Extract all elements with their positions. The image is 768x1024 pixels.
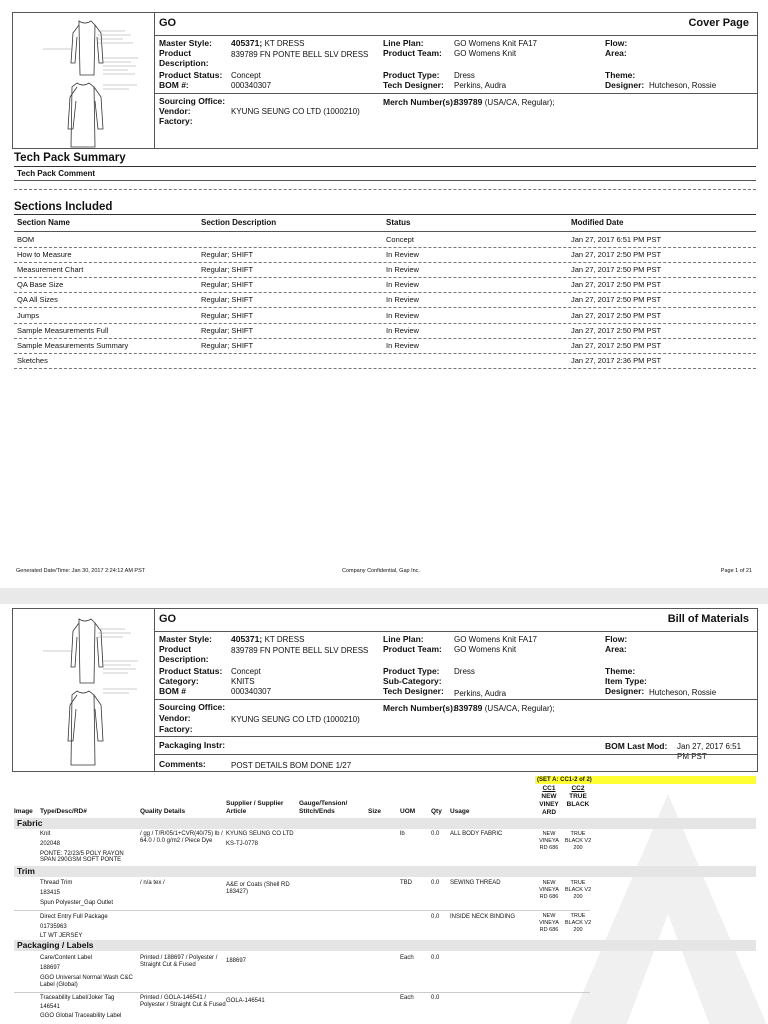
row-rd: 188697 xyxy=(40,965,61,971)
product-team: GO Womens Knit xyxy=(454,645,517,654)
vendor-label: Vendor: xyxy=(159,106,191,116)
row-type: Direct Entry Full Package xyxy=(40,914,108,920)
divider xyxy=(14,166,756,167)
cc2-name: TRUE BLACK xyxy=(566,793,590,808)
section-name: Jumps xyxy=(17,310,40,320)
section-row xyxy=(14,308,756,323)
product-status: Concept xyxy=(231,667,261,676)
footer-page: Page 1 of 21 xyxy=(720,568,752,574)
bom-number: 000340307 xyxy=(231,81,272,90)
section-status: In Review xyxy=(386,295,419,305)
tech-designer: Perkins, Audra xyxy=(454,689,507,698)
item-type-label: Item Type: xyxy=(605,676,647,686)
dress-sketch xyxy=(13,609,155,771)
col-type: Type/Desc/RD# xyxy=(40,808,87,815)
flow-label: Flow: xyxy=(605,634,628,644)
category: KNITS xyxy=(231,677,255,686)
row-qty: 0.0 xyxy=(431,955,440,961)
master-style-name: KT DRESS xyxy=(264,635,305,644)
row-supplier: KYUNG SEUNG CO LTD xyxy=(226,831,294,837)
cc1-name: NEW VINEY ARD xyxy=(539,793,559,816)
section-row xyxy=(14,353,756,368)
comments: POST DETAILS BOM DONE 1/27 xyxy=(231,761,352,770)
row-desc: LT WT JERSEY xyxy=(40,933,83,939)
col-usage: Usage xyxy=(450,808,470,815)
vendor: KYUNG SEUNG CO LTD (1000210) xyxy=(231,715,360,724)
section-modified-date: Jan 27, 2017 2:50 PM PST xyxy=(571,340,662,350)
row-qty: 0.0 xyxy=(431,880,440,886)
brand: GO xyxy=(159,17,177,29)
row-usage: SEWING THREAD xyxy=(450,880,501,886)
product-team: GO Womens Knit xyxy=(454,49,517,58)
row-uom: Each xyxy=(400,995,414,1001)
row-uom: lb xyxy=(400,831,405,837)
bom-page xyxy=(0,604,768,1024)
row-type: Traceability Label/Joker Tag xyxy=(40,995,115,1001)
designer-label: Designer: xyxy=(605,686,645,696)
vendor-label: Vendor: xyxy=(159,713,191,723)
row-supplier: A&E or Coats (Shell RD 183427) xyxy=(226,882,290,895)
section-name: QA Base Size xyxy=(17,280,64,290)
factory-label: Factory: xyxy=(159,116,193,126)
row-quality: / n/a tex / xyxy=(140,880,165,886)
divider xyxy=(155,754,757,755)
row-desc: Spun Polyester_Gap Outlet xyxy=(40,900,114,906)
col-qty: Qty xyxy=(431,808,442,815)
page-title: Bill of Materials xyxy=(667,613,749,625)
col-image: Image xyxy=(14,808,33,815)
divider xyxy=(155,736,757,737)
bom-row-trim-jersey xyxy=(14,911,756,939)
section-name: BOM xyxy=(17,235,35,244)
merch-number: 839789 xyxy=(454,97,483,107)
section-description: Regular; SHIFT xyxy=(201,325,254,335)
section-status: Concept xyxy=(386,235,414,244)
section-modified-date: Jan 27, 2017 2:50 PM PST xyxy=(571,295,662,305)
row-desc: GGO Universal Normal Wash C&C Label (Global) xyxy=(40,975,133,988)
section-status: In Review xyxy=(386,250,419,260)
product-status: Concept xyxy=(231,71,261,80)
sections-header-row xyxy=(14,215,756,230)
section-description: Regular; SHIFT xyxy=(201,265,254,275)
divider xyxy=(155,631,757,632)
master-style-number: 405371; xyxy=(231,634,263,644)
packaging-instr-label: Packaging Instr: xyxy=(159,740,226,750)
section-modified-date: Jan 27, 2017 2:50 PM PST xyxy=(571,280,662,290)
footer-generated: Generated Date/Time: Jan 30, 2017 2:24:12 AM PST xyxy=(16,568,146,574)
col-gauge: Gauge/Tension/ Stitch/Ends xyxy=(299,800,348,815)
bom-last-mod-label: BOM Last Mod: xyxy=(605,741,668,751)
row-quality: Printed / 188697 / Polyester / Straight Cut & Fused xyxy=(140,955,218,968)
row-qty: 0.0 xyxy=(431,914,440,920)
col-section-name: Section Name xyxy=(17,218,70,227)
merch-number: 839789 xyxy=(454,703,483,713)
brand: GO xyxy=(159,613,177,625)
section-modified-date: Jan 27, 2017 6:51 PM PST xyxy=(571,235,662,244)
bom-header-box xyxy=(12,608,758,772)
row-rd: 01735963 xyxy=(40,924,67,930)
product-type-label: Product Type: xyxy=(383,70,440,80)
group-packaging: Packaging / Labels xyxy=(14,940,756,951)
cc1-code: CC1 xyxy=(542,785,556,792)
section-row xyxy=(14,338,756,353)
row-cc1: NEW VINEYA RD 686 xyxy=(539,831,559,851)
cover-header-box xyxy=(12,12,758,149)
section-name: Sketches xyxy=(17,355,48,365)
line-plan: GO Womens Knit FA17 xyxy=(454,39,537,48)
section-modified-date: Jan 27, 2017 2:36 PM PST xyxy=(571,355,662,365)
section-row xyxy=(14,262,756,277)
bom-row-fabric xyxy=(14,829,756,865)
col-size: Size xyxy=(368,808,382,815)
master-style-label: Master Style: xyxy=(159,634,212,644)
row-cc2: TRUE BLACK V2 200 xyxy=(564,831,592,851)
designer: Hutcheson, Rossie xyxy=(649,688,717,697)
footer-confidential: Company Confidential, Gap Inc. xyxy=(342,568,420,574)
master-style-number: 405371; xyxy=(231,38,263,48)
tech-pack-comment-label: Tech Pack Comment xyxy=(17,169,96,178)
section-description: Regular; SHIFT xyxy=(201,310,254,320)
product-desc-label: Product Description: xyxy=(159,644,209,664)
line-plan-label: Line Plan: xyxy=(383,38,424,48)
master-style-label: Master Style: xyxy=(159,38,212,48)
vendor: KYUNG SEUNG CO LTD (1000210) xyxy=(231,107,360,116)
bom-last-mod: Jan 27, 2017 6:51 PM PST xyxy=(677,742,742,761)
dress-sketch-drawing xyxy=(13,609,154,771)
area-label: Area: xyxy=(605,644,627,654)
merch-label: Merch Number(s): xyxy=(383,703,456,713)
divider xyxy=(14,189,756,190)
row-supplier: GOLA-146541 xyxy=(226,998,265,1004)
merch-region: (USA/CA, Regular); xyxy=(484,704,555,713)
row-type: Care/Content Label xyxy=(40,955,93,961)
col-uom: UOM xyxy=(400,808,416,815)
section-row xyxy=(14,232,756,247)
col-supplier: Supplier / Supplier Article xyxy=(226,800,284,815)
designer: Hutcheson, Rossie xyxy=(649,81,717,90)
row-type: Knit xyxy=(40,831,51,837)
row-usage: ALL BODY FABRIC xyxy=(450,831,503,837)
product-status-label: Product Status: xyxy=(159,70,223,80)
row-cc2: TRUE BLACK V2 200 xyxy=(564,913,592,933)
col-status: Status xyxy=(386,218,411,227)
row-quality: / gg / T/R/05/1+CVR(40/75) lb / 64.0 / 0.0 g/m2 / Piece Dye xyxy=(140,831,223,844)
row-uom: TBD xyxy=(400,880,412,886)
row-cc1: NEW VINEYA RD 686 xyxy=(539,880,559,900)
row-qty: 0.0 xyxy=(431,831,440,837)
tech-pack-summary-title: Tech Pack Summary xyxy=(14,152,126,164)
divider xyxy=(155,93,757,94)
area-label: Area: xyxy=(605,48,627,58)
sub-category-label: Sub-Category: xyxy=(383,676,442,686)
product-status-label: Product Status: xyxy=(159,666,223,676)
color-set-label: (SET A: CC1-2 of 2) xyxy=(535,776,756,784)
section-name: QA All Sizes xyxy=(17,295,58,305)
section-name: Sample Measurements Summary xyxy=(17,340,129,350)
sections-included-title: Sections Included xyxy=(14,201,113,213)
line-plan-label: Line Plan: xyxy=(383,634,424,644)
category-label: Category: xyxy=(159,676,199,686)
product-type-label: Product Type: xyxy=(383,666,440,676)
row-cc2: TRUE BLACK V2 200 xyxy=(564,880,592,900)
group-trim: Trim xyxy=(14,866,756,877)
merch-region: (USA/CA, Regular); xyxy=(484,98,555,107)
row-supplier: 188697 xyxy=(226,958,247,964)
bom-label: BOM #: xyxy=(159,80,189,90)
flow-label: Flow: xyxy=(605,38,628,48)
bom-row-care-label xyxy=(14,952,756,990)
product-type: Dress xyxy=(454,667,475,676)
sourcing-office-label: Sourcing Office: xyxy=(159,702,226,712)
row-article: KS-TJ-0778 xyxy=(226,841,259,847)
bom-row-trim-thread xyxy=(14,877,756,909)
section-description: Regular; SHIFT xyxy=(201,280,254,290)
section-modified-date: Jan 27, 2017 2:50 PM PST xyxy=(571,265,662,275)
section-status: In Review xyxy=(386,310,419,320)
product-team-label: Product Team: xyxy=(383,644,442,654)
dress-sketch-drawing xyxy=(13,13,154,148)
section-name: Sample Measurements Full xyxy=(17,325,109,335)
row-rd: 202048 xyxy=(40,841,61,847)
designer-label: Designer: xyxy=(605,80,645,90)
section-modified-date: Jan 27, 2017 2:50 PM PST xyxy=(571,310,662,320)
section-row xyxy=(14,247,756,262)
col-section-description: Section Description xyxy=(201,218,277,227)
product-desc: 839789 FN PONTE BELL SLV DRESS xyxy=(231,50,369,59)
theme-label: Theme: xyxy=(605,70,636,80)
master-style-name: KT DRESS xyxy=(264,39,305,48)
product-type: Dress xyxy=(454,71,475,80)
row-cc1: NEW VINEYA RD 686 xyxy=(539,913,559,933)
row-quality: Printed / GOLA-146541 / Polyester / Straight Cut & Fused xyxy=(140,995,226,1008)
merch-label: Merch Number(s): xyxy=(383,97,456,107)
tech-designer-label: Tech Designer: xyxy=(383,686,444,696)
bom-label: BOM # xyxy=(159,686,186,696)
section-name: Measurement Chart xyxy=(17,265,84,275)
section-description: Regular; SHIFT xyxy=(201,340,254,350)
section-modified-date: Jan 27, 2017 2:50 PM PST xyxy=(571,325,662,335)
col-modified-date: Modified Date xyxy=(571,218,624,227)
section-status: In Review xyxy=(386,325,419,335)
row-type: Thread Trim xyxy=(40,880,73,886)
bom-row-traceability-label xyxy=(14,993,756,1023)
row-uom: Each xyxy=(400,955,414,961)
divider xyxy=(14,180,756,181)
section-row xyxy=(14,277,756,292)
bom-column-headers xyxy=(14,802,756,818)
row-usage: INSIDE NECK BINDING xyxy=(450,914,516,920)
section-row xyxy=(14,323,756,338)
row-rd: 146541 xyxy=(40,1004,61,1010)
factory-label: Factory: xyxy=(159,724,193,734)
row-desc: GGO Global Traceability Label xyxy=(40,1013,122,1019)
product-desc-label: Product Description: xyxy=(159,48,209,68)
product-team-label: Product Team: xyxy=(383,48,442,58)
divider xyxy=(155,35,757,36)
section-status: In Review xyxy=(386,265,419,275)
dress-sketch xyxy=(13,13,155,148)
page-title: Cover Page xyxy=(688,17,749,29)
tech-designer-label: Tech Designer: xyxy=(383,80,444,90)
row-qty: 0.0 xyxy=(431,995,440,1001)
theme-label: Theme: xyxy=(605,666,636,676)
section-modified-date: Jan 27, 2017 2:50 PM PST xyxy=(571,250,662,260)
section-status: In Review xyxy=(386,340,419,350)
product-desc: 839789 FN PONTE BELL SLV DRESS xyxy=(231,646,369,655)
row-rd: 183415 xyxy=(40,890,61,896)
sourcing-office-label: Sourcing Office: xyxy=(159,96,226,106)
section-name: How to Measure xyxy=(17,250,72,260)
line-plan: GO Womens Knit FA17 xyxy=(454,635,537,644)
section-row xyxy=(14,292,756,307)
divider xyxy=(155,699,757,700)
cc2-code: CC2 xyxy=(571,785,585,792)
row-desc: PONTE: 72/23/5 POLY RAYON SPAN 290GSM SOFT PONTE xyxy=(40,851,124,863)
tech-designer: Perkins, Audra xyxy=(454,81,507,90)
group-fabric: Fabric xyxy=(14,818,756,829)
comments-label: Comments: xyxy=(159,759,206,769)
bom-number: 000340307 xyxy=(231,687,272,696)
section-status: In Review xyxy=(386,280,419,290)
col-quality: Quality Details xyxy=(140,808,186,815)
section-description: Regular; SHIFT xyxy=(201,250,254,260)
section-description: Regular; SHIFT xyxy=(201,295,254,305)
row-divider xyxy=(14,368,756,369)
